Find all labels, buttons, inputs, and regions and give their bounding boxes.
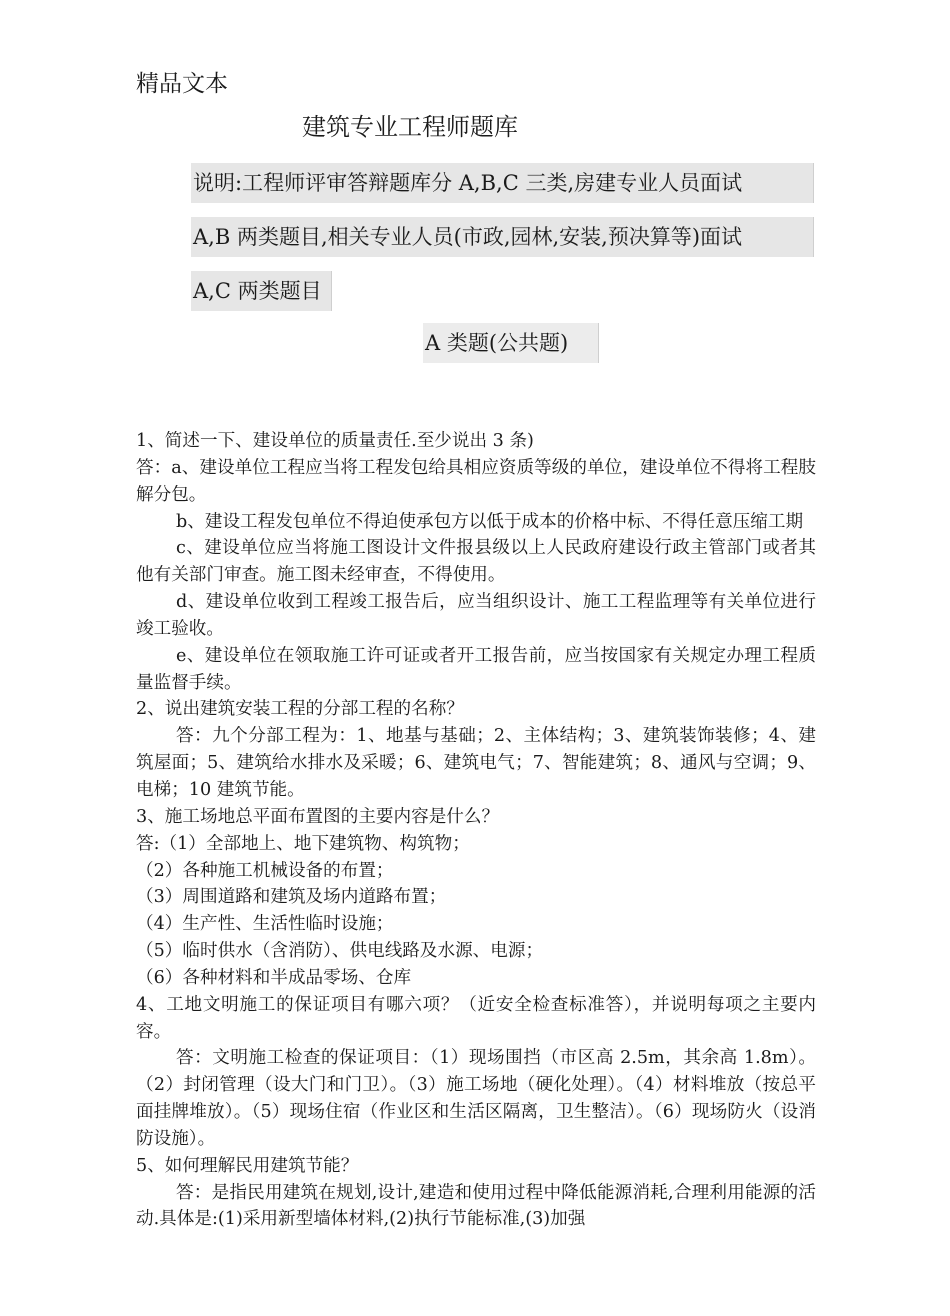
note-line-1: 说明:工程师评审答辩题库分 A,B,C 三类,房建专业人员面试 (191, 163, 814, 203)
question-2: 2、说出建筑安装工程的分部工程的名称？ (136, 699, 464, 720)
question-1: 1、简述一下、建设单位的质量责任.至少说出 3 条) (136, 431, 534, 451)
note-line-3: A,C 两类题目 (191, 271, 332, 311)
answer-3-item-5: （5）临时供水（含消防）、供电线路及水源、电源； (136, 941, 544, 962)
header-tag: 精品文本 (136, 71, 228, 97)
answer-3-item-4: （4）生产性、生活性临时设施； (136, 914, 394, 935)
document-title: 建筑专业工程师题库 (302, 113, 518, 141)
answer-4: 答：文明施工检查的保证项目：（1）现场围挡（市区高 2.5m，其余高 1.8m）。（2）封闭管理（设大门和门卫）。（3）施工场地（硬化处理）。（4）材料堆放（按总平面挂牌堆放）。（5）现场住宿（作业区和生活区隔离，卫生整洁）。（6）现场防火（设消防设施）。 (136, 1048, 816, 1149)
document-body (136, 428, 816, 1233)
answer-1-item-d: d、建设单位收到工程竣工报告后，应当组织设计、施工工程监理等有关单位进行竣工验收。 (136, 592, 816, 639)
answer-1-item-e: e、建设单位在领取施工许可证或者开工报告前，应当按国家有关规定办理工程质量监督手续。 (136, 645, 816, 693)
answer-3: 答:（1）全部地上、地下建筑物、构筑物； (136, 833, 470, 854)
answer-5: 答：是指民用建筑在规划,设计,建造和使用过程中降低能源消耗,合理利用能源的活动.具体是:(1)采用新型墙体材料,(2)执行节能标准,(3)加强 (136, 1182, 816, 1230)
answer-1: 答：a、建设单位工程应当将工程发包给具相应资质等级的单位，建设单位不得将工程肢解分包。 (136, 457, 816, 505)
answer-1-item-b: b、建设工程发包单位不得迫使承包方以低于成本的价格中标、不得任意压缩工期 (176, 511, 804, 532)
question-3: 3、施工场地总平面布置图的主要内容是什么？ (136, 806, 500, 827)
section-title: A 类题(公共题) (423, 323, 599, 363)
question-5: 5、如何理解民用建筑节能？ (136, 1155, 359, 1176)
question-4: 4、工地文明施工的保证项目有哪六项？（近安全检查标准答），并说明每项之主要内容。 (136, 994, 816, 1042)
answer-3-item-2: （2）各种施工机械设备的布置； (136, 860, 394, 881)
answer-3-item-6: （6）各种材料和半成品零场、仓库 (136, 967, 412, 988)
note-line-2: A,B 两类题目,相关专业人员(市政,园林,安装,预决算等)面试 (191, 217, 814, 257)
answer-1-item-c: c、建设单位应当将施工图设计文件报县级以上人民政府建设行政主管部门或者其他有关部门审查。施工图未经审查，不得使用。 (136, 538, 816, 586)
answer-2: 答：九个分部工程为：1、地基与基础；2、主体结构；3、建筑装饰装修；4、建筑屋面；5、建筑给水排水及采暖；6、建筑电气；7、智能建筑；8、通风与空调；9、电梯；10 建筑节能。 (136, 726, 816, 800)
answer-3-item-3: （3）周围道路和建筑及场内道路布置； (136, 887, 447, 908)
